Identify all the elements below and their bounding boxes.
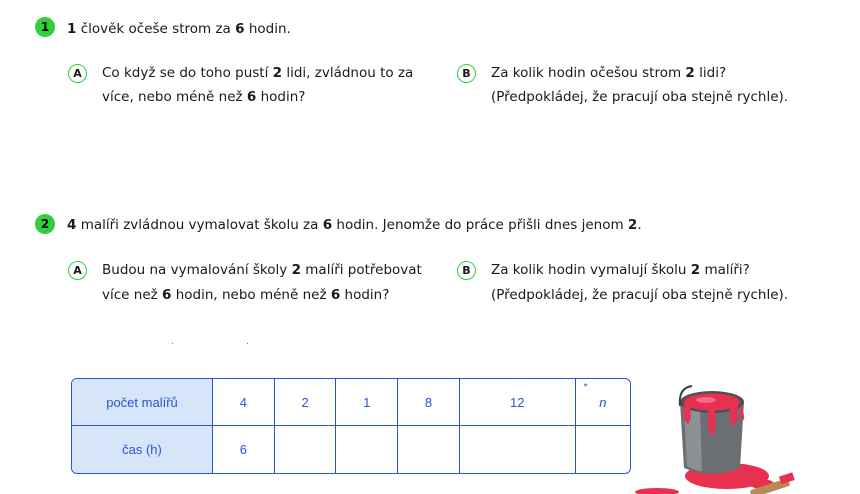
table-cell: 1 [336,379,398,426]
table-cell-empty[interactable] [460,426,576,473]
bucket-icon [680,386,744,474]
table-cell: 2 [275,379,337,426]
table-cell-empty[interactable] [275,426,337,473]
task-1-number: 1 [35,17,55,37]
task-1-a-line-2: více, nebo méně než 6 hodin? [102,89,306,105]
stray-dot [172,343,173,344]
task-1-a-line-1: Co když se do toho pustí 2 lidi, zvládnou to za [102,65,414,81]
table-cell-empty[interactable] [398,426,460,473]
table-cell: 6 [213,426,275,473]
task-1-b-line-1: Za kolik hodin očešou strom 2 lidi? [491,65,727,81]
table-cell-empty[interactable] [336,426,398,473]
paint-bucket-illustration [622,380,807,494]
task-2-a-badge: A [68,261,87,280]
task-2-b-badge: B [457,261,476,280]
table-cell: 12 [460,379,576,426]
variable-n: n [599,394,607,410]
task-2-a-line-1: Budou na vymalování školy 2 malíři potřebovat [102,262,422,278]
task-2-a-line-2: více než 6 hodin, nebo méně než 6 hodin? [102,287,390,303]
task-1-b-badge: B [457,64,476,83]
task-2-b-line-1: Za kolik hodin vymalují školu 2 malíři? [491,262,750,278]
task-1-a-badge: A [68,64,87,83]
table-row-time [72,426,630,473]
table-cell: 8 [398,379,460,426]
task-2-b-line-2: (Předpokládej, že pracují oba stejně rychle). [491,287,789,303]
table-cell: 4 [213,379,275,426]
table-row-workers [72,379,630,426]
task-2-number: 2 [35,214,55,234]
workers-time-table [71,378,631,474]
stray-dot [247,343,248,344]
star-marker: * [583,382,588,393]
row-header-workers: počet malířů [72,379,213,426]
task-1-b-line-2: (Předpokládej, že pracují oba stejně rychle). [491,89,789,105]
row-header-time: čas (h) [72,426,213,473]
task-1-statement: 1 člověk očeše strom za 6 hodin. [67,21,291,37]
task-2-statement: 4 malíři zvládnou vymalovat školu za 6 hodin. Jenomže do práce přišli dnes jenom 2. [67,217,642,233]
